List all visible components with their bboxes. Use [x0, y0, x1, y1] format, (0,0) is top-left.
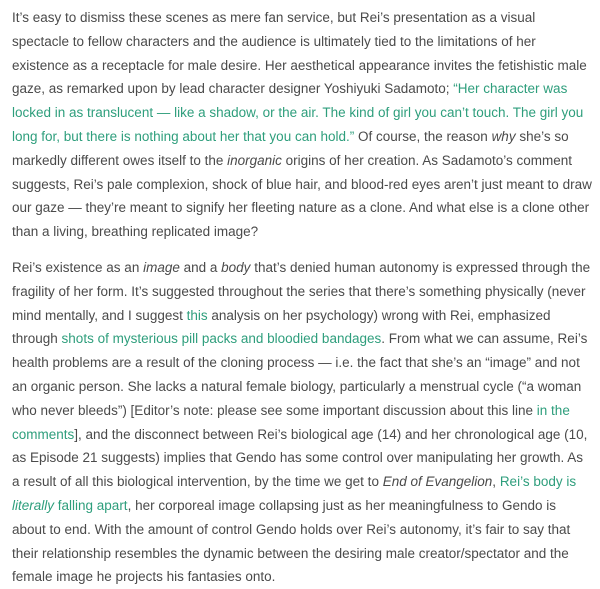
- paragraph-1-text: origins of her creation. As Sadamoto’s comment suggests, Rei’s pale complexion, shock of blue hair, and blood-red eyes aren’t just meant to draw our gaze — they’re meant to signify her fleeting nature as a clone. And what else is a clone other than a living, breathing replicated image?: [12, 152, 592, 240]
- paragraph-2-text: , her corporeal image collapsing just as her meaningfulness to Gendo is about to end. With the amount of control Gendo holds over Rei’s autonomy, it’s fair to say that their relationship resembles the dynamic between the desiring male creator/spectator and the female image he projects his fantasies onto.: [12, 497, 571, 585]
- paragraph-2: [12, 256, 592, 589]
- paragraph-1-text: Of course, the reason: [354, 128, 492, 144]
- pill-packs-link[interactable]: shots of mysterious pill packs and bloodied bandages: [61, 331, 382, 347]
- paragraph-1-text: It’s easy to dismiss these scenes as mere fan service, but Rei’s presentation as a visual spectacle to fellow characters and the audience is ultimately tied to the limitations of her existence as a receptacle for male desire. Her aesthetical appearance invites the fetishistic male gaze, as remarked upon by lead character designer Yoshiyuki Sadamoto;: [12, 10, 587, 97]
- emphasis-body: body: [221, 259, 251, 275]
- emphasis-literally: literally: [12, 497, 55, 513]
- paragraph-2-text: and a: [179, 259, 222, 275]
- paragraph-1-text: she’s so markedly different owes itself to the: [12, 128, 569, 168]
- paragraph-2-text: analysis on her psychology) wrong with Rei, emphasized through: [12, 307, 551, 347]
- emphasis-why: why: [491, 128, 516, 144]
- paragraph-2-text: . From what we can assume, Rei’s health problems are a result of the cloning process — i.e. the fact that she’s an “image” and not an organic person. She lacks a natural female biology, particularly a menstrual cycle (“a woman who never bleeds”) [Editor’s note: please see some important discussion about this line: [12, 331, 588, 418]
- emphasis-inorganic: inorganic: [227, 152, 282, 168]
- comments-link[interactable]: in the comments: [12, 402, 570, 442]
- paragraph-2-text: Rei’s existence as an: [12, 259, 144, 275]
- paragraph-2-text: that’s denied human autonomy is expressed through the fragility of her form. It’s suggested throughout the series that there’s something physically (never mind mentally, and I suggest: [12, 259, 591, 323]
- falling-apart-link-text: falling apart: [54, 497, 128, 513]
- paragraph-1: [12, 6, 592, 244]
- paragraph-2-text: ,: [492, 474, 500, 490]
- sadamoto-quote-link[interactable]: “Her character was locked in as translucent — like a shadow, or the air. The kind of girl you can’t touch. The girl you long for, but there is nothing about her that you can hold.”: [12, 81, 584, 144]
- psychology-analysis-link[interactable]: this: [186, 307, 208, 323]
- title-end-of-evangelion: End of Evangelion: [382, 474, 493, 490]
- falling-apart-link-text: Rei’s body is: [499, 474, 577, 490]
- paragraph-2-text: ], and the disconnect between Rei’s biological age (14) and her chronological age (10, as Episode 21 suggests) implies that Gendo has some control over manipulating her growth. As a result of all this biological intervention, by the time we get to: [12, 426, 588, 490]
- emphasis-image: image: [143, 259, 180, 275]
